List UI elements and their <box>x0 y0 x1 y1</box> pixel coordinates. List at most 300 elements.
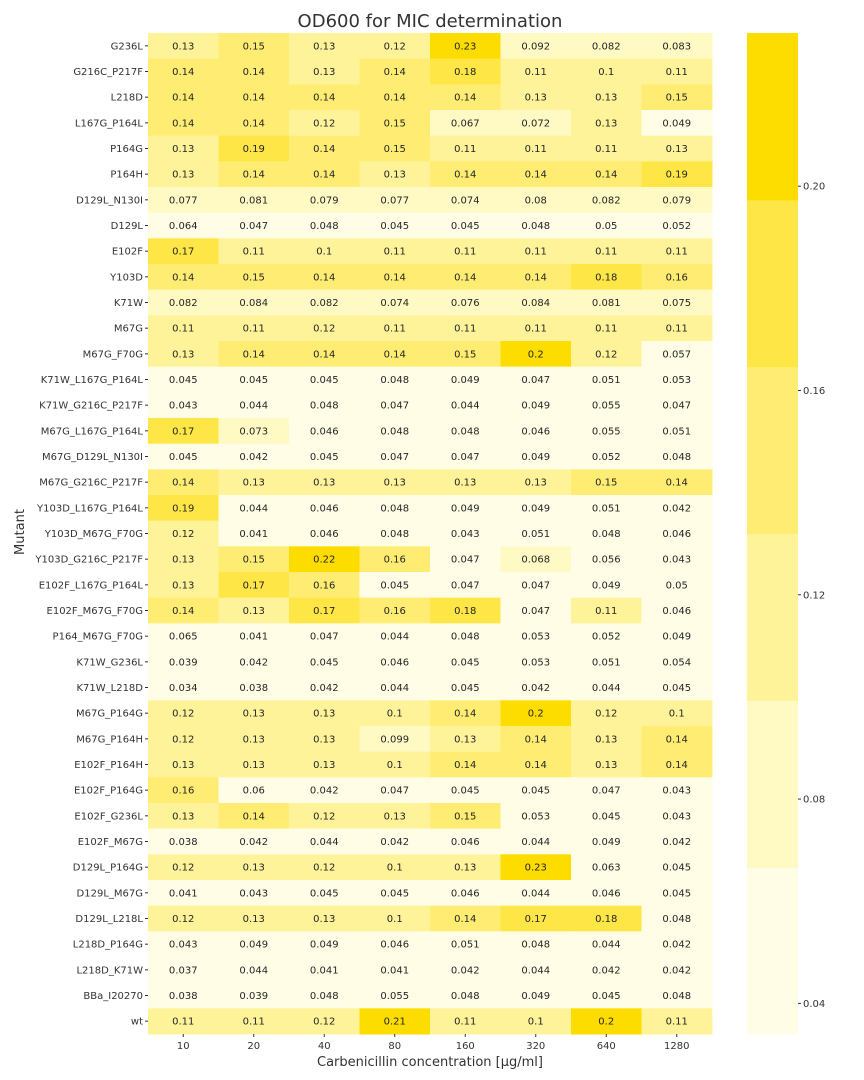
cell-value-label: 0.051 <box>521 529 551 540</box>
cell-value-label: 0.045 <box>450 657 480 669</box>
cell-value-label: 0.048 <box>662 991 692 1002</box>
cell-value-label: 0.12 <box>172 734 195 746</box>
cell-value-label: 0.13 <box>454 862 477 874</box>
cell-value-label: 0.076 <box>450 298 480 309</box>
y-tick-label: M67G_D129L_N130I <box>42 452 143 463</box>
cell-value-label: 0.14 <box>313 92 336 104</box>
x-axis-label: Carbenicillin concentration [µg/ml] <box>317 1055 543 1070</box>
cell-value-label: 0.056 <box>591 554 621 566</box>
cell-value-label: 0.22 <box>313 554 336 566</box>
cell-value-label: 0.044 <box>521 888 551 900</box>
y-tick-label: E102F_G236L <box>74 811 143 823</box>
cell-value-label: 0.041 <box>309 965 339 977</box>
cell-value-label: 0.047 <box>521 375 551 386</box>
heatmap-cells <box>148 33 713 1035</box>
cell-value-label: 0.13 <box>595 92 618 104</box>
cell-value-label: 0.043 <box>662 811 692 823</box>
cell-value-label: 0.13 <box>172 169 195 181</box>
y-tick-label: Y103D_M67G_F70G <box>44 529 143 540</box>
cell-value-label: 0.12 <box>595 708 618 720</box>
cell-value-label: 0.11 <box>524 144 547 155</box>
cell-value-label: 0.043 <box>662 785 692 797</box>
cell-value-label: 0.048 <box>521 939 551 951</box>
cell-value-label: 0.046 <box>450 837 480 848</box>
cell-value-label: 0.048 <box>450 991 480 1002</box>
cell-value-label: 0.049 <box>309 939 339 951</box>
cell-value-label: 0.055 <box>380 991 410 1002</box>
cell-value-label: 0.13 <box>313 914 336 925</box>
y-tick-label: P164_M67G_F70G <box>52 631 143 643</box>
cell-value-label: 0.1 <box>598 67 615 78</box>
cell-value-label: 0.18 <box>454 606 477 617</box>
cell-value-label: 0.14 <box>242 349 265 361</box>
y-tick-label: BBa_I20270 <box>83 991 143 1002</box>
cell-value-label: 0.16 <box>172 785 195 797</box>
cell-value-label: 0.077 <box>380 195 410 207</box>
cell-value-label: 0.17 <box>242 580 265 592</box>
colorbar-tick-label: 0.12 <box>803 590 826 602</box>
cell-value-label: 0.072 <box>521 118 551 130</box>
cell-value-label: 0.11 <box>172 1016 195 1028</box>
cell-value-label: 0.081 <box>591 298 621 309</box>
cell-value-label: 0.13 <box>242 708 265 720</box>
x-tick-label: 160 <box>455 1041 475 1052</box>
cell-value-label: 0.14 <box>524 272 547 284</box>
cell-value-label: 0.05 <box>665 580 688 592</box>
cell-value-label: 0.048 <box>591 529 621 540</box>
cell-value-label: 0.15 <box>595 477 618 489</box>
cell-value-label: 0.044 <box>380 683 410 694</box>
y-tick-label: L218D_K71W <box>76 965 143 977</box>
x-tick-label: 10 <box>176 1041 190 1052</box>
cell-value-label: 0.044 <box>521 837 551 848</box>
cell-value-label: 0.16 <box>665 272 688 284</box>
cell-value-label: 0.13 <box>172 349 195 361</box>
cell-value-label: 0.046 <box>450 888 480 900</box>
cell-value-label: 0.11 <box>454 144 477 155</box>
cell-value-label: 0.14 <box>313 144 336 155</box>
cell-value-label: 0.13 <box>313 734 336 746</box>
cell-value-label: 0.052 <box>591 452 621 463</box>
cell-value-label: 0.073 <box>239 426 269 438</box>
cell-value-label: 0.042 <box>239 837 269 848</box>
cell-value-label: 0.13 <box>524 477 547 489</box>
cell-value-label: 0.11 <box>524 246 547 258</box>
cell-value-label: 0.055 <box>591 400 621 412</box>
y-tick-label: G216C_P217F <box>73 67 143 78</box>
cell-value-label: 0.045 <box>591 991 621 1002</box>
y-tick-label: wt <box>130 1016 143 1028</box>
cell-value-label: 0.21 <box>383 1016 406 1028</box>
y-tick-label: P164G <box>110 144 143 155</box>
colorbar-tick-label: 0.16 <box>803 386 826 397</box>
cell-value-label: 0.14 <box>172 118 195 130</box>
cell-value-label: 0.14 <box>172 606 195 617</box>
cell-value-label: 0.14 <box>172 92 195 104</box>
cell-value-label: 0.045 <box>662 683 692 694</box>
cell-value-label: 0.047 <box>309 631 339 643</box>
cell-value-label: 0.048 <box>309 991 339 1002</box>
cell-value-label: 0.11 <box>595 246 618 258</box>
cell-value-label: 0.14 <box>524 169 547 181</box>
cell-value-label: 0.13 <box>313 67 336 78</box>
colorbar-segment <box>747 700 798 867</box>
cell-value-label: 0.049 <box>662 118 692 130</box>
x-tick-label: 640 <box>596 1041 616 1052</box>
cell-value-label: 0.1 <box>668 708 685 720</box>
cell-value-label: 0.13 <box>313 708 336 720</box>
y-tick-label: K71W <box>113 298 143 309</box>
cell-value-label: 0.13 <box>595 760 618 771</box>
cell-value-label: 0.039 <box>239 991 269 1002</box>
cell-value-label: 0.15 <box>454 349 477 361</box>
cell-value-label: 0.11 <box>242 246 265 258</box>
cell-value-label: 0.06 <box>242 785 265 797</box>
cell-value-label: 0.042 <box>591 965 621 977</box>
cell-value-label: 0.12 <box>172 914 195 925</box>
cell-value-label: 0.1 <box>527 1016 544 1028</box>
cell-value-label: 0.12 <box>313 118 336 130</box>
cell-value-label: 0.14 <box>454 760 477 771</box>
cell-value-label: 0.048 <box>380 529 410 540</box>
cell-value-label: 0.082 <box>309 298 339 309</box>
cell-value-label: 0.11 <box>665 67 688 78</box>
cell-value-label: 0.044 <box>239 503 269 515</box>
colorbar-segment <box>747 534 798 701</box>
cell-value-label: 0.2 <box>527 708 544 720</box>
cell-value-label: 0.044 <box>380 631 410 643</box>
colorbar-segment <box>747 367 798 534</box>
y-tick-label: E102F_P164H <box>74 760 143 771</box>
cell-value-label: 0.042 <box>239 452 269 463</box>
cell-value-label: 0.049 <box>450 503 480 515</box>
cell-value-label: 0.14 <box>595 169 618 181</box>
cell-value-label: 0.13 <box>172 41 195 53</box>
cell-value-label: 0.074 <box>380 298 410 309</box>
y-tick-label: M67G_L167G_P164L <box>40 426 143 438</box>
cell-value-label: 0.053 <box>521 811 551 823</box>
cell-value-label: 0.11 <box>454 1016 477 1028</box>
cell-value-label: 0.13 <box>242 760 265 771</box>
cell-value-label: 0.11 <box>383 246 406 258</box>
cell-value-label: 0.046 <box>309 426 339 438</box>
cell-value-label: 0.055 <box>591 426 621 438</box>
cell-value-label: 0.1 <box>386 708 403 720</box>
cell-value-label: 0.054 <box>662 657 692 669</box>
cell-value-label: 0.14 <box>454 708 477 720</box>
y-tick-label: M67G_G216C_P217F <box>39 477 143 489</box>
cell-value-label: 0.046 <box>591 888 621 900</box>
y-tick-label: K71W_G236L <box>76 657 143 669</box>
y-tick-label: E102F_L167G_P164L <box>38 580 143 592</box>
cell-value-label: 0.067 <box>450 118 480 130</box>
cell-value-label: 0.045 <box>309 452 339 463</box>
cell-value-label: 0.068 <box>521 554 551 566</box>
cell-value-label: 0.13 <box>595 118 618 130</box>
cell-value-label: 0.11 <box>454 246 477 258</box>
cell-value-label: 0.041 <box>380 965 410 977</box>
cell-value-label: 0.079 <box>309 195 339 207</box>
cell-value-label: 0.1 <box>316 246 333 258</box>
cell-value-label: 0.049 <box>591 837 621 848</box>
cell-value-label: 0.15 <box>454 811 477 823</box>
y-tick-label: G236L <box>110 41 143 53</box>
cell-value-label: 0.044 <box>521 965 551 977</box>
cell-value-label: 0.044 <box>450 400 480 412</box>
cell-value-label: 0.19 <box>665 169 688 181</box>
cell-value-label: 0.14 <box>383 92 406 104</box>
cell-value-label: 0.14 <box>454 272 477 284</box>
cell-value-label: 0.074 <box>450 195 480 207</box>
cell-value-label: 0.044 <box>591 683 621 694</box>
cell-value-label: 0.084 <box>239 298 269 309</box>
cell-value-label: 0.13 <box>242 914 265 925</box>
cell-value-label: 0.045 <box>521 785 551 797</box>
cell-value-label: 0.17 <box>172 426 195 438</box>
cell-value-label: 0.11 <box>454 323 477 335</box>
cell-value-label: 0.13 <box>454 734 477 746</box>
cell-value-label: 0.039 <box>168 657 198 669</box>
cell-value-label: 0.053 <box>521 631 551 643</box>
cell-value-label: 0.042 <box>380 837 410 848</box>
cell-value-label: 0.047 <box>239 221 269 232</box>
y-tick-label: L218D_P164G <box>72 939 143 951</box>
cell-value-label: 0.14 <box>242 169 265 181</box>
cell-value-label: 0.14 <box>454 92 477 104</box>
cell-value-label: 0.049 <box>591 580 621 592</box>
cell-value-label: 0.042 <box>309 683 339 694</box>
cell-value-label: 0.15 <box>383 144 406 155</box>
cell-value-label: 0.042 <box>662 939 692 951</box>
cell-value-label: 0.049 <box>450 375 480 386</box>
cell-value-label: 0.045 <box>168 452 198 463</box>
y-tick-label: D129L <box>110 221 143 232</box>
cell-value-label: 0.046 <box>309 529 339 540</box>
cell-value-label: 0.16 <box>383 554 406 566</box>
cell-value-label: 0.082 <box>168 298 198 309</box>
cell-value-label: 0.23 <box>524 862 547 874</box>
y-tick-label: Y103D_L167G_P164L <box>37 503 143 515</box>
y-tick-label: D129L_L218L <box>75 914 143 925</box>
cell-value-label: 0.18 <box>454 67 477 78</box>
cell-value-label: 0.14 <box>172 272 195 284</box>
cell-value-label: 0.041 <box>168 888 198 900</box>
cell-value-label: 0.043 <box>450 529 480 540</box>
cell-value-label: 0.045 <box>168 375 198 386</box>
x-tick-labels <box>177 1034 690 1052</box>
cell-value-label: 0.034 <box>168 683 198 694</box>
cell-value-label: 0.082 <box>591 41 621 53</box>
cell-value-label: 0.079 <box>662 195 692 207</box>
cell-value-label: 0.14 <box>242 92 265 104</box>
cell-value-label: 0.046 <box>380 939 410 951</box>
cell-value-label: 0.052 <box>591 631 621 643</box>
colorbar-tick-label: 0.04 <box>803 998 826 1010</box>
x-tick-label: 80 <box>388 1041 402 1052</box>
cell-value-label: 0.042 <box>309 785 339 797</box>
cell-value-label: 0.11 <box>595 606 618 617</box>
cell-value-label: 0.16 <box>313 580 336 592</box>
colorbar-segment <box>747 200 798 367</box>
colorbar-tick-label: 0.20 <box>803 181 826 193</box>
cell-value-label: 0.14 <box>524 734 547 746</box>
cell-value-label: 0.19 <box>172 503 195 515</box>
cell-value-label: 0.12 <box>172 862 195 874</box>
cell-value-label: 0.048 <box>662 914 692 925</box>
cell-value-label: 0.13 <box>172 144 195 155</box>
x-tick-label: 1280 <box>664 1041 690 1052</box>
cell-value-label: 0.045 <box>662 888 692 900</box>
cell-value-label: 0.048 <box>450 426 480 438</box>
cell-value-label: 0.042 <box>239 657 269 669</box>
cell-value-label: 0.11 <box>242 323 265 335</box>
cell-value-label: 0.14 <box>313 272 336 284</box>
y-tick-label: E102F <box>111 246 143 258</box>
cell-value-label: 0.037 <box>168 965 198 977</box>
cell-value-label: 0.19 <box>242 144 265 155</box>
cell-value-label: 0.047 <box>450 554 480 566</box>
cell-value-label: 0.075 <box>662 298 692 309</box>
cell-value-label: 0.038 <box>168 837 198 848</box>
cell-value-label: 0.11 <box>242 1016 265 1028</box>
colorbar-segment <box>747 867 798 1034</box>
cell-value-label: 0.15 <box>383 118 406 130</box>
cell-value-label: 0.12 <box>313 323 336 335</box>
cell-value-label: 0.14 <box>172 67 195 78</box>
cell-value-label: 0.12 <box>313 1016 336 1028</box>
cell-value-label: 0.049 <box>521 400 551 412</box>
cell-value-label: 0.12 <box>313 811 336 823</box>
cell-value-label: 0.045 <box>450 221 480 232</box>
cell-value-label: 0.051 <box>450 939 480 951</box>
cell-value-label: 0.11 <box>665 323 688 335</box>
cell-value-label: 0.044 <box>309 837 339 848</box>
cell-value-label: 0.048 <box>521 221 551 232</box>
cell-value-label: 0.048 <box>380 503 410 515</box>
cell-value-label: 0.1 <box>386 914 403 925</box>
cell-value-label: 0.053 <box>521 657 551 669</box>
cell-value-label: 0.14 <box>383 272 406 284</box>
cell-value-label: 0.051 <box>662 426 692 438</box>
cell-value-label: 0.14 <box>665 760 688 771</box>
cell-value-label: 0.038 <box>168 991 198 1002</box>
cell-value-label: 0.042 <box>662 837 692 848</box>
cell-value-label: 0.13 <box>383 169 406 181</box>
cell-value-label: 0.046 <box>662 606 692 617</box>
cell-value-label: 0.045 <box>309 657 339 669</box>
cell-value-label: 0.14 <box>383 349 406 361</box>
cell-value-label: 0.14 <box>383 67 406 78</box>
cell-value-label: 0.11 <box>665 246 688 258</box>
cell-value-label: 0.14 <box>172 477 195 489</box>
cell-value-label: 0.14 <box>524 760 547 771</box>
cell-value-label: 0.11 <box>172 323 195 335</box>
cell-value-label: 0.047 <box>521 580 551 592</box>
cell-value-label: 0.13 <box>665 144 688 155</box>
cell-value-label: 0.049 <box>239 939 269 951</box>
cell-value-label: 0.13 <box>242 606 265 617</box>
cell-value-label: 0.1 <box>386 862 403 874</box>
cell-value-label: 0.047 <box>591 785 621 797</box>
y-tick-label: D129L_M67G <box>76 888 143 900</box>
y-tick-label: M67G_P164G <box>76 708 143 720</box>
cell-value-label: 0.13 <box>454 477 477 489</box>
cell-value-label: 0.042 <box>662 965 692 977</box>
cell-value-label: 0.12 <box>172 529 195 540</box>
cell-value-label: 0.05 <box>595 221 618 232</box>
cell-value-label: 0.13 <box>313 760 336 771</box>
y-tick-label: K71W_G216C_P217F <box>39 400 143 412</box>
cell-value-label: 0.092 <box>521 41 551 53</box>
cell-value-label: 0.2 <box>527 349 544 361</box>
cell-value-label: 0.045 <box>450 785 480 797</box>
y-tick-label: M67G_F70G <box>82 349 143 361</box>
cell-value-label: 0.048 <box>662 452 692 463</box>
chart-title: OD600 for MIC determination <box>297 11 563 32</box>
x-tick-label: 320 <box>526 1041 546 1052</box>
cell-value-label: 0.049 <box>521 503 551 515</box>
cell-value-label: 0.048 <box>309 400 339 412</box>
cell-value-label: 0.045 <box>309 888 339 900</box>
cell-value-label: 0.045 <box>239 375 269 386</box>
cell-value-label: 0.046 <box>380 657 410 669</box>
y-tick-label: E102F_P164G <box>73 785 143 797</box>
cell-value-label: 0.15 <box>665 92 688 104</box>
cell-value-label: 0.13 <box>242 477 265 489</box>
cell-value-label: 0.14 <box>313 169 336 181</box>
cell-value-label: 0.13 <box>383 477 406 489</box>
cell-value-label: 0.15 <box>242 272 265 284</box>
cell-value-label: 0.063 <box>591 862 621 874</box>
cell-value-label: 0.14 <box>454 169 477 181</box>
cell-value-label: 0.064 <box>168 221 198 232</box>
y-tick-label: P164H <box>110 169 143 181</box>
cell-value-label: 0.045 <box>380 221 410 232</box>
y-tick-label: Y103D <box>110 272 143 284</box>
cell-value-label: 0.048 <box>450 631 480 643</box>
cell-value-label: 0.11 <box>595 323 618 335</box>
cell-value-label: 0.15 <box>242 554 265 566</box>
cell-value-label: 0.17 <box>313 606 336 617</box>
cell-value-label: 0.041 <box>239 529 269 540</box>
cell-value-label: 0.045 <box>591 811 621 823</box>
cell-value-label: 0.12 <box>172 708 195 720</box>
y-tick-label: K71W_L218D <box>76 683 143 694</box>
cell-value-label: 0.14 <box>242 67 265 78</box>
cell-value-label: 0.084 <box>521 298 551 309</box>
y-tick-label: M67G <box>113 323 143 335</box>
y-tick-labels <box>34 41 148 1027</box>
cell-value-label: 0.077 <box>168 195 198 207</box>
cell-value-label: 0.15 <box>242 41 265 53</box>
cell-value-label: 0.042 <box>450 965 480 977</box>
cell-value-label: 0.08 <box>524 195 547 207</box>
cell-value-label: 0.045 <box>380 888 410 900</box>
cell-value-label: 0.044 <box>591 939 621 951</box>
cell-value-label: 0.051 <box>591 657 621 669</box>
cell-value-label: 0.13 <box>524 92 547 104</box>
cell-value-label: 0.14 <box>665 477 688 489</box>
cell-value-label: 0.1 <box>386 760 403 771</box>
cell-value-label: 0.13 <box>172 811 195 823</box>
cell-value-label: 0.11 <box>524 323 547 335</box>
cell-value-label: 0.053 <box>662 375 692 386</box>
colorbar-segment <box>747 33 798 200</box>
y-tick-label: M67G_P164H <box>76 734 143 746</box>
cell-value-label: 0.051 <box>591 503 621 515</box>
cell-value-label: 0.049 <box>521 991 551 1002</box>
cell-value-label: 0.13 <box>242 734 265 746</box>
